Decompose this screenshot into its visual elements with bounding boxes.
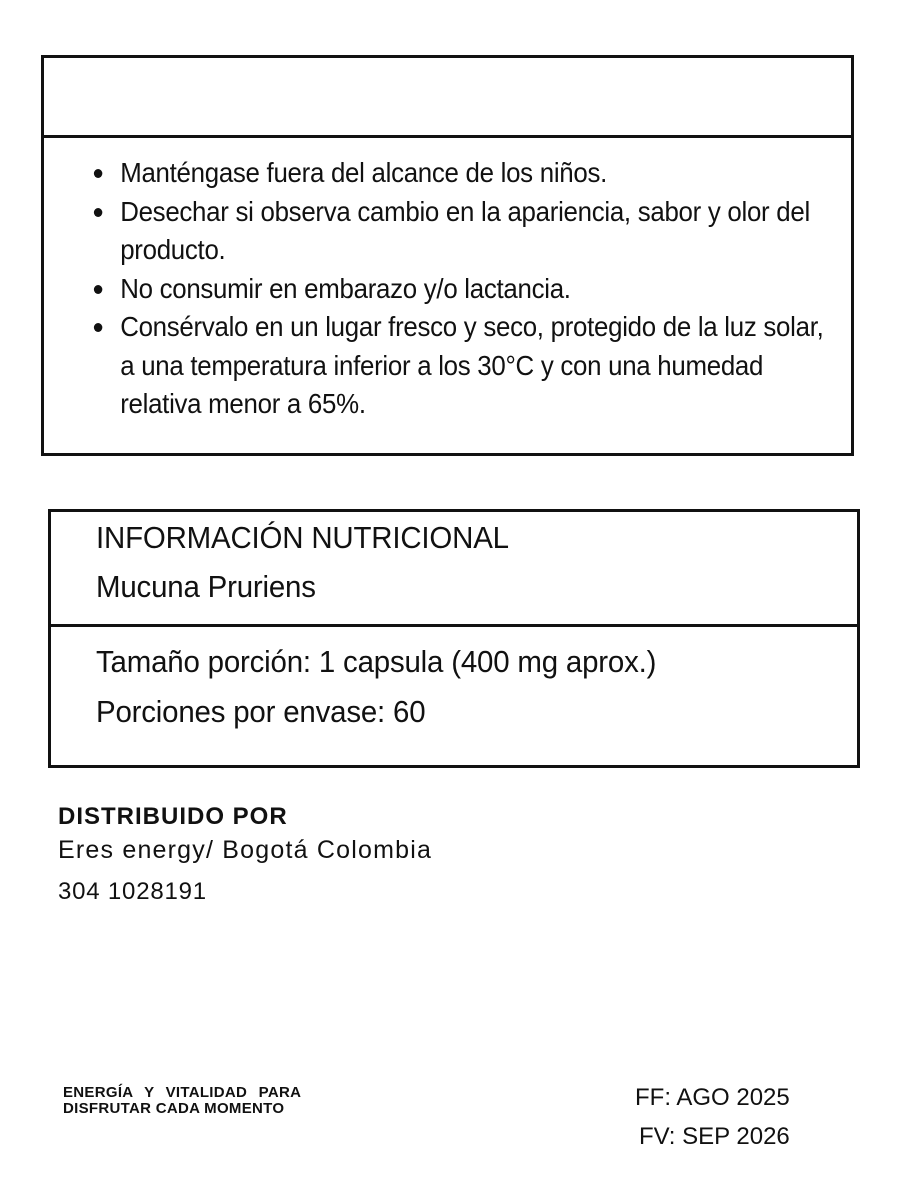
bullet-icon bbox=[94, 208, 102, 217]
warnings-header bbox=[44, 58, 851, 135]
slogan-line-1: ENERGÍA Y VITALIDAD PARA bbox=[63, 1084, 302, 1101]
slogan bbox=[63, 1085, 301, 1117]
slogan-line-2: DISFRUTAR CADA MOMENTO bbox=[63, 1100, 285, 1117]
servings-per-container: Porciones por envase: 60 bbox=[96, 694, 426, 729]
manufacture-date: FF: AGO 2025 bbox=[635, 1084, 790, 1111]
bullet-icon bbox=[94, 285, 102, 294]
bullet-icon bbox=[94, 323, 102, 332]
warning-text: No consumir en embarazo y/o lactancia. bbox=[120, 272, 571, 304]
warning-text: Desechar si observa cambio en la apariencia, sabor y olor del producto. bbox=[120, 195, 810, 265]
nutrition-info-box bbox=[48, 509, 860, 768]
warning-text: Manténgase fuera del alcance de los niños. bbox=[120, 157, 608, 188]
warning-item bbox=[92, 193, 835, 270]
warning-item bbox=[92, 308, 835, 424]
warning-text: Consérvalo en un lugar fresco y seco, protegido de la luz solar, a una temperatura inferior a los 30°C y con una humedad relativa menor a 65%. bbox=[120, 311, 824, 419]
distributor-heading: DISTRIBUIDO POR bbox=[58, 803, 288, 830]
warnings-divider bbox=[44, 135, 851, 138]
warning-item bbox=[92, 270, 835, 309]
serving-size: Tamaño porción: 1 capsula (400 mg aprox.) bbox=[96, 644, 657, 679]
expiry-date: FV: SEP 2026 bbox=[639, 1123, 790, 1150]
warning-item bbox=[92, 154, 835, 193]
nutrition-title: INFORMACIÓN NUTRICIONAL bbox=[96, 520, 509, 555]
bullet-icon bbox=[94, 169, 102, 178]
warnings-box bbox=[41, 55, 854, 456]
distributor-phone: 304 1028191 bbox=[58, 878, 207, 905]
warnings-list bbox=[92, 154, 835, 424]
product-name: Mucuna Pruriens bbox=[96, 569, 316, 604]
distributor-company: Eres energy/ Bogotá Colombia bbox=[58, 836, 433, 864]
nutrition-divider bbox=[51, 624, 857, 627]
